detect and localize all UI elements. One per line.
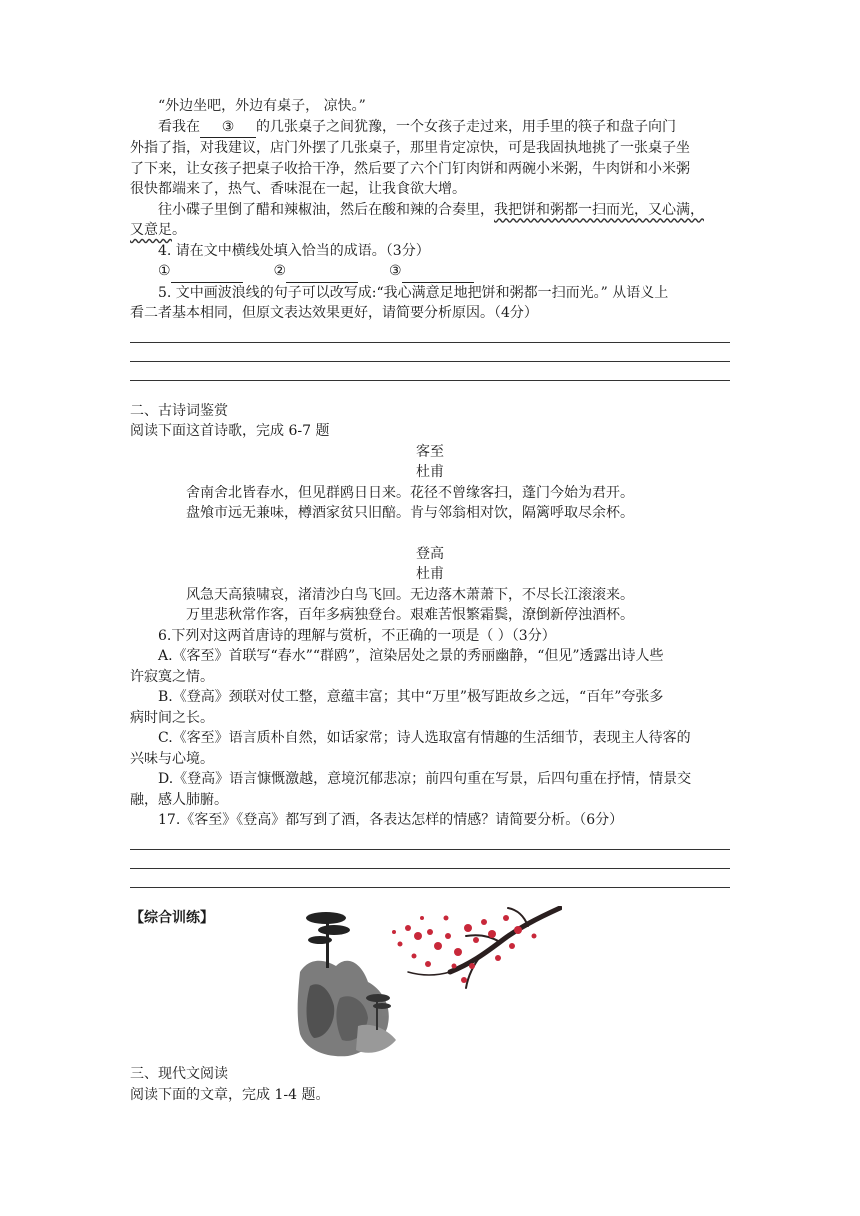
wavy-underlined-sentence: 又意足 [130,222,172,238]
document-page [130,96,730,928]
pine-tree-icon [306,912,350,968]
blank-label-3: ③ [388,263,402,279]
poem-2-author: 杜甫 [416,566,444,582]
question-4: 4. 请在文中横线处填入恰当的成语。（3分） [158,242,430,259]
ink-landscape-illustration [296,906,402,1058]
section-2-instruction: 阅读下面这首诗歌，完成 6-7 题 [130,423,330,439]
option-d-cont: 融，感人肺腑。 [130,791,228,808]
question-6: 6.下列对这两首唐诗的理解与赏析，不正确的一项是（ ）（3分） [158,627,556,644]
option-d[interactable]: D.《登高》语言慷慨激越，意境沉郁悲凉；前四句重在写景，后四句重在抒情，情景交 [158,771,692,787]
poem-1-line: 盘飧市远无兼味，樽酒家贫只旧醅。肯与邻翁相对饮，隔篱呼取尽余杯。 [186,505,634,521]
passage-text: 的几张桌子之间犹豫，一个女孩子走过来，用手里的筷子和盘子向门 [256,118,676,135]
passage-text: 了下来，让女孩子把桌子收拾干净，然后要了六个门钉肉饼和两碗小米粥，牛肉饼和小米粥 [130,160,690,177]
training-heading: 【综合训练】 [130,909,214,926]
answer-line[interactable] [130,831,730,850]
blank-label-2: ② [273,263,287,279]
passage-paragraph-3 [130,200,730,221]
question-5-cont: 看二者基本相同，但原文表达效果更好，请简要分析原因。（4分） [130,305,538,321]
option-a-cont: 许寂寞之情。 [130,668,214,685]
option-c-cont: 兴味与心境。 [130,750,214,767]
answer-blank-3[interactable] [402,261,474,283]
question-17: 17.《客至》《登高》都写到了酒，各表达怎样的情感？请简要分析。（6分） [158,812,624,828]
poem-1-title: 客至 [416,443,444,460]
option-c[interactable]: C.《客至》语言质朴自然，如话家常；诗人选取富有情趣的生活细节，表现主人待客的 [158,730,691,746]
section-3 [130,1064,730,1105]
option-a[interactable]: A.《客至》首联写“春水”“群鸥”，渲染居处之景的秀丽幽静，“但见”透露出诗人些 [158,648,664,664]
section-2-heading: 二、古诗词鉴赏 [130,402,228,419]
poem-2-line: 风急天高猿啸哀，渚清沙白鸟飞回。无边落木萧萧下，不尽长江滚滚来。 [186,586,634,603]
question-5: 5. 文中画波浪线的句子可以改写成:“我心满意足地把饼和粥都一扫而光。” 从语义上 [158,284,669,301]
option-b-cont: 病时间之长。 [130,709,214,726]
passage-paragraph-1: “外边坐吧，外边有桌子， 凉快。” [158,98,366,114]
poem-1-line: 舍南舍北皆春水，但见群鸥日日来。花径不曾缘客扫，蓬门今始为君开。 [186,484,634,501]
answer-line[interactable] [130,850,730,869]
fill-blank-3[interactable]: ③ [200,117,256,139]
passage-text: 外指了指，对我建议，店门外摆了几张桌子，那里肯定凉快，可是我固执地挑了一张桌子坐 [130,140,690,156]
passage-text: 看我在 [158,118,200,135]
answer-blank-2[interactable] [286,261,358,283]
answer-blank-1[interactable] [171,261,243,283]
poem-1-author: 杜甫 [416,464,444,480]
answer-line[interactable] [130,362,730,381]
passage-text: 很快都端来了，热气、香味混在一起，让我食欲大增。 [130,181,466,197]
option-b[interactable]: B.《登高》颈联对仗工整，意蕴丰富；其中“万里”极写距故乡之远，“百年”夸张多 [158,689,664,705]
poem-2-line: 万里悲秋常作客，百年多病独登台。艰难苦恨繁霜鬓，潦倒新停浊酒杯。 [186,607,634,623]
passage-text: 往小碟子里倒了醋和辣椒油，然后在酸和辣的合奏里， [158,201,494,218]
answer-line[interactable] [130,869,730,888]
section-3-heading: 三、现代文阅读 [130,1066,228,1082]
wavy-underlined-sentence: 我把饼和粥都一扫而光，又心满， [494,201,704,218]
passage-text: 。 [172,222,186,238]
plum-blossom-illustration [388,906,562,992]
answer-line[interactable] [130,343,730,362]
poem-2-title: 登高 [416,545,444,562]
answer-line[interactable] [130,324,730,343]
section-3-instruction: 阅读下面的文章，完成 1-4 题。 [130,1086,330,1103]
blank-label-1: ① [158,263,171,279]
question-4-blanks [130,261,730,283]
passage-paragraph-2 [130,117,730,139]
passage-text [130,220,730,241]
